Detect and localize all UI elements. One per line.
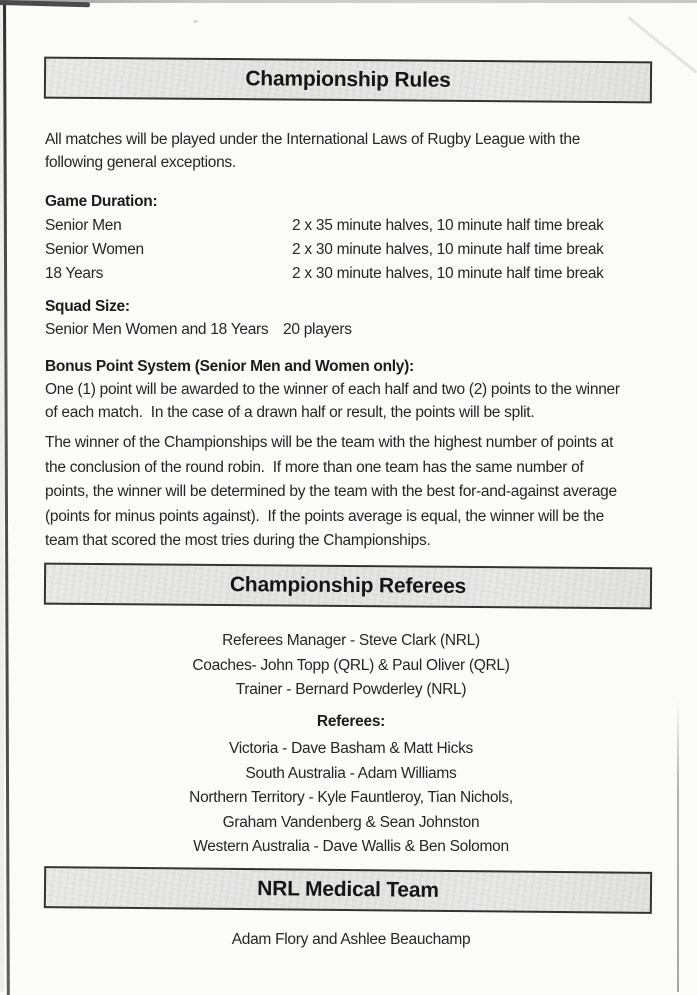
referee-line: Northern Territory - Kyle Fauntleroy, Tian Nichols, [189,789,513,806]
squad-size-row [45,318,657,341]
winner-line: points, the winner will be determined by the team with the best for-and-against average [45,483,617,500]
intro-line: following general exceptions. [45,154,236,171]
bonus-point-system-block [45,355,657,424]
referees-staff-list [45,629,657,703]
game-duration-row [45,238,657,262]
referees-list-heading-row [45,713,657,731]
winner-line: (points for minus points against). If the points average is equal, the winner will be the [45,507,604,525]
referees-list [45,737,657,860]
referee-line: Western Australia - Dave Wallis & Ben Solomon [193,838,509,855]
medical-team-members-row [45,931,657,949]
medical-team-members: Adam Flory and Ashlee Beauchamp [231,931,471,948]
staff-line: Coaches- John Topp (QRL) & Paul Oliver (QRL) [192,656,510,674]
referees-section-title: Championship Referees [229,573,467,598]
medical-section-header-box [44,866,652,914]
game-duration-row [45,262,657,286]
winner-line: team that scored the most tries during the Championships. [45,532,431,549]
rules-section-header-box [44,57,652,104]
game-duration-block [45,190,657,286]
duration-value: 2 x 35 minute halves, 10 minute half time break [292,217,604,234]
squad-teams-label: Senior Men Women and 18 Years [45,321,269,338]
rules-section-title: Championship Rules [245,67,451,92]
intro-line: All matches will be played under the International Laws of Rugby League with the [45,131,581,148]
scan-top-left-edge-mark [0,0,90,7]
bonus-point-line: of each match. In the case of a drawn half or result, the points will be split. [45,404,535,421]
scan-right-streak [677,700,679,992]
duration-value: 2 x 30 minute halves, 10 minute half time break [292,241,604,258]
duration-value: 2 x 30 minute halves, 10 minute half time break [292,265,604,282]
staff-line: Trainer - Bernard Powderley (NRL) [235,681,467,698]
game-duration-heading: Game Duration: [45,193,158,210]
squad-size-value: 20 players [283,321,352,338]
referees-list-heading: Referees: [316,713,386,730]
team-label: 18 Years [45,265,104,282]
squad-size-heading: Squad Size: [45,298,130,315]
staff-line: Referees Manager - Steve Clark (NRL) [222,632,480,649]
bonus-point-line: One (1) point will be awarded to the winner of each half and two (2) points to the winner [45,381,620,398]
winner-line: The winner of the Championships will be the team with the highest number of points at [45,434,614,451]
scan-speck [193,20,198,23]
game-duration-row [45,214,657,238]
bonus-point-heading: Bonus Point System (Senior Men and Women only): [45,358,414,375]
squad-size-block [45,295,657,341]
referee-line: Victoria - Dave Basham & Matt Hicks [228,740,474,757]
referee-line: Graham Vandenberg & Sean Johnston [222,813,480,831]
winner-determination-paragraph [45,431,657,554]
team-label: Senior Men [45,217,122,234]
winner-line: the conclusion of the round robin. If more than one team has the same number of [45,458,584,476]
medical-section-title: NRL Medical Team [257,877,439,902]
intro-paragraph [45,128,657,174]
team-label: Senior Women [45,241,144,258]
referee-line: South Australia - Adam Williams [245,764,457,782]
referees-section-header-box [44,563,652,610]
scan-top-edge-line [0,0,697,3]
scan-left-edge-line [3,0,10,995]
